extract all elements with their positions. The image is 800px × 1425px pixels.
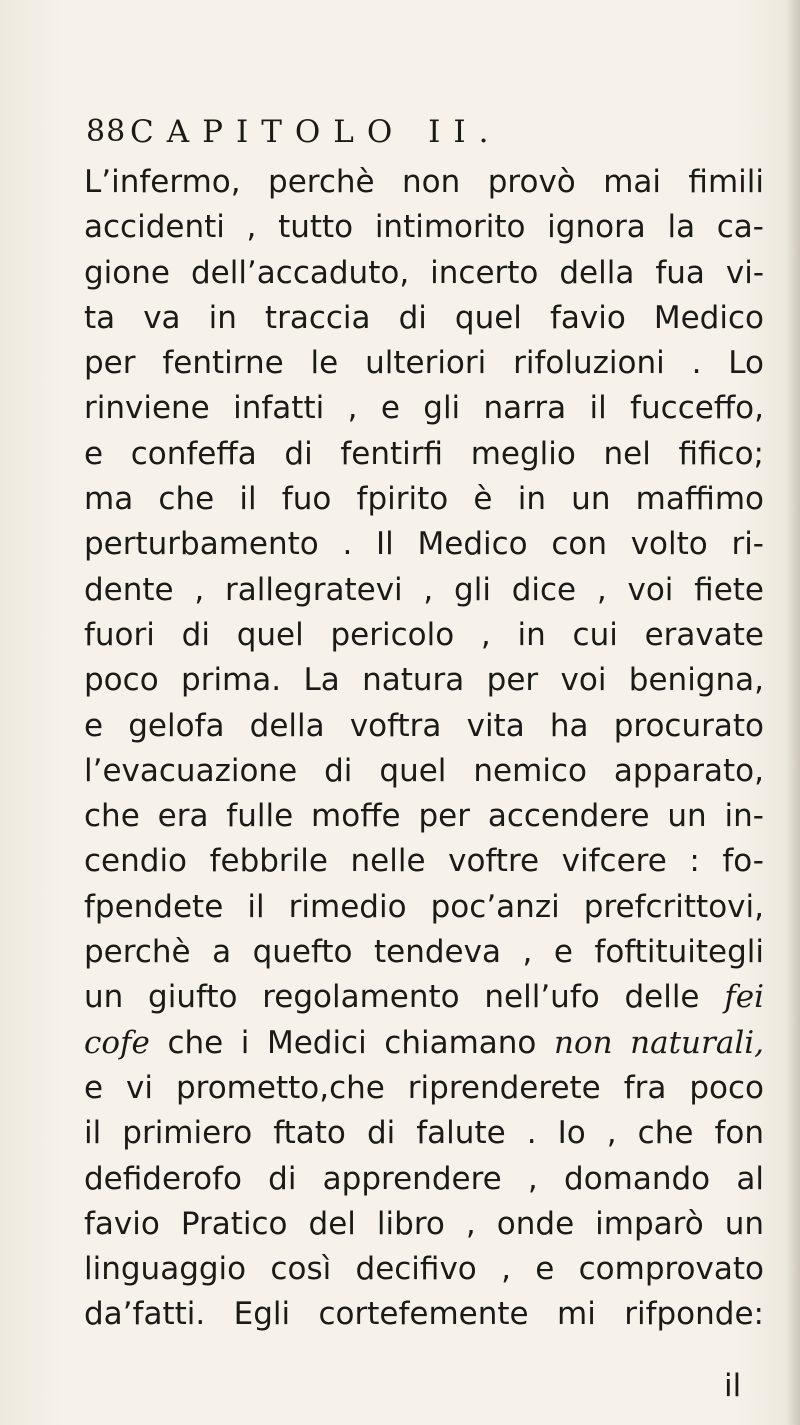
page-header bbox=[86, 114, 686, 154]
page-edge-shadow bbox=[786, 0, 800, 1425]
text-line: ma che il fuo fpirito è in un maffimo bbox=[84, 481, 764, 518]
text-segment: un giufto regolamento nell’ufo delle bbox=[84, 979, 700, 1016]
italic-word: fei bbox=[724, 979, 764, 1016]
text-line: rinviene infatti , e gli narra il fucceffo, bbox=[84, 390, 764, 427]
text-line: il primiero ftato di falute . Io , che fon bbox=[84, 1115, 764, 1152]
text-line: ta va in traccia di quel favio Medico bbox=[84, 299, 764, 336]
text-line: cendio febbrile nelle voftre vifcere : fo- bbox=[84, 843, 764, 880]
text-line: fuori di quel pericolo , in cui eravate bbox=[84, 616, 764, 653]
text-line: L’infermo, perchè non provò mai fimili bbox=[84, 164, 764, 200]
text-segment: che i Medici chiamano bbox=[167, 1024, 537, 1061]
text-line: dente , rallegratevi , gli dice , voi fiete bbox=[84, 571, 764, 608]
text-line: l’evacuazione di quel nemico apparato, bbox=[84, 752, 764, 789]
text-line: favio Pratico del libro , onde imparò un bbox=[84, 1205, 764, 1242]
running-head: CAPITOLO II. bbox=[130, 114, 502, 150]
text-line: e confeffa di fentirfi meglio nel fifico; bbox=[84, 435, 764, 472]
text-line: perchè a quefto tendeva , e foftituitegli bbox=[84, 934, 764, 971]
text-line: poco prima. La natura per voi benigna, bbox=[84, 662, 764, 699]
text-line: da’fatti. Egli cortefemente mi rifponde: bbox=[84, 1296, 764, 1333]
text-line: perturbamento . Il Medico con volto ri- bbox=[84, 526, 764, 563]
text-line: e vi prometto,che riprenderete fra poco bbox=[84, 1069, 764, 1106]
italic-word: cofe bbox=[84, 1024, 150, 1061]
page-number: 88 bbox=[86, 114, 127, 149]
body-text bbox=[84, 160, 764, 1338]
text-line bbox=[84, 1021, 764, 1066]
text-line: gione dell’accaduto, incerto della fua vi- bbox=[84, 254, 764, 291]
italic-word: non naturali, bbox=[553, 1024, 764, 1061]
text-line: accidenti , tutto intimorito ignora la ca- bbox=[84, 209, 764, 246]
text-line: e gelofa della voftra vita ha procurato bbox=[84, 707, 764, 744]
text-line bbox=[84, 975, 764, 1020]
text-line: fpendete il rimedio poc’anzi prefcrittovi, bbox=[84, 888, 764, 925]
text-line: che era fulle moffe per accendere un in- bbox=[84, 798, 764, 835]
text-line: per fentirne le ulteriori rifoluzioni . Lo bbox=[84, 345, 764, 382]
text-line: defiderofo di apprendere , domando al bbox=[84, 1160, 764, 1197]
text-line: linguaggio così decifivo , e comprovato bbox=[84, 1251, 764, 1288]
catchword: il bbox=[724, 1368, 742, 1404]
